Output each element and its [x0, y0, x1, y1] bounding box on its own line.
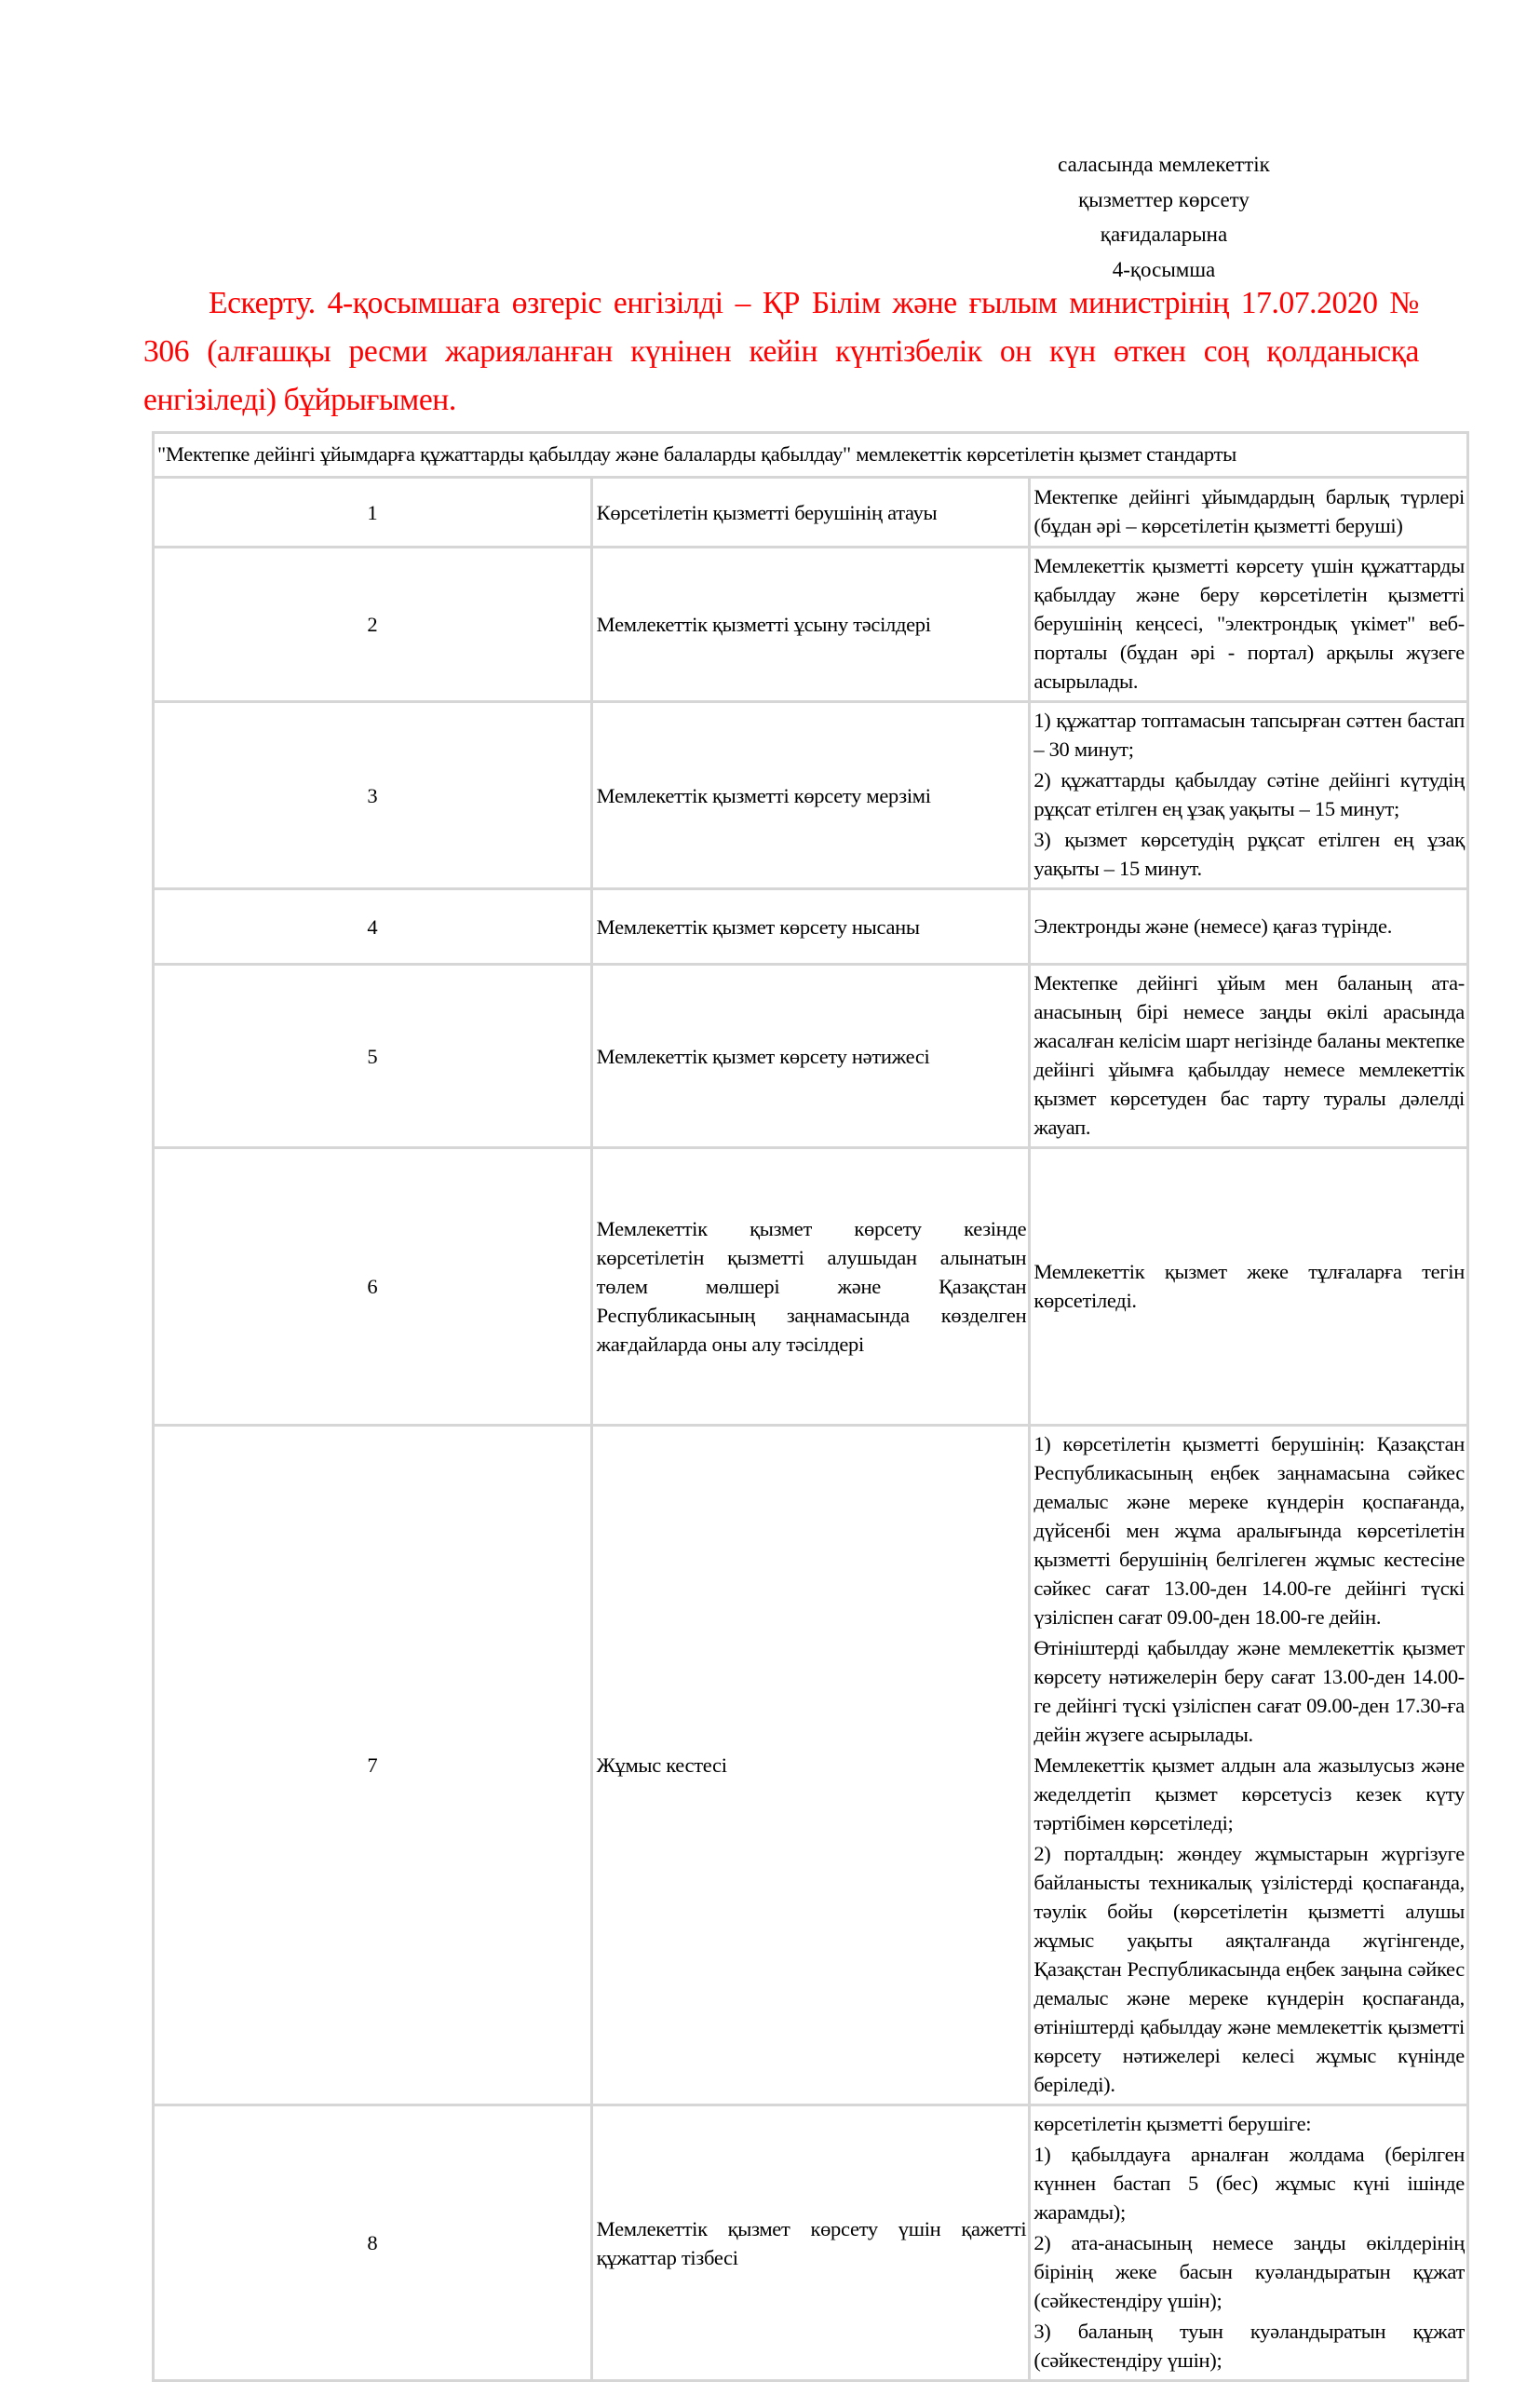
- value-paragraph: 3) баланың туын куәландыратын құжат (сәйкестендіру үшін);: [1033, 2320, 1465, 2372]
- row-value: [1030, 478, 1468, 548]
- appendix-line: қағидаларына: [1100, 223, 1228, 246]
- row-number: 2: [154, 548, 592, 702]
- row-number: 5: [154, 965, 592, 1148]
- value-paragraph: 1) құжаттар топтамасын тапсырған сәттен бастап – 30 минут;: [1033, 709, 1465, 761]
- row-label: Мемлекеттік қызмет көрсету нәтижесі: [591, 965, 1030, 1148]
- table-row: [154, 548, 1468, 702]
- appendix-header: [978, 147, 1350, 287]
- row-value: [1030, 965, 1468, 1148]
- value-paragraph: 1) көрсетілетін қызметті берушінің: Қазақстан Республикасының еңбек заңнамасына сәйкес демалыс және мереке күндерін қоспағанда, дүйсенбі мен жұма аралығында көрсетілетін қызметті берушінің белгілеген жұмыс кестесіне сәйкес сағат 13.00-ден 14.00-ге дейінгі түскі үзіліспен сағат 09.00-ден 18.00-ге дейін.: [1033, 1432, 1465, 1629]
- value-paragraph: Мектепке дейінгі ұйым мен баланың ата-анасының бірі немесе заңды өкілі арасында жасалған келісім шарт негізінде баланы мектепке дейінгі ұйымға қабылдау немесе мемлекеттік қызмет көрсетуден бас тарту туралы дәлелді жауап.: [1033, 971, 1465, 1139]
- value-paragraph: Мемлекеттік қызмет жеке тұлғаларға тегін көрсетіледі.: [1033, 1259, 1465, 1312]
- row-value: [1030, 1426, 1468, 2105]
- value-paragraph: Мемлекеттік қызмет алдын ала жазылусыз және жеделдетіп қызмет көрсетусіз кезек күту тәртібімен көрсетіледі;: [1033, 1753, 1465, 1834]
- row-value: [1030, 889, 1468, 965]
- row-number: 8: [154, 2105, 592, 2381]
- row-number: 1: [154, 478, 592, 548]
- value-paragraph: 2) порталдың: жөндеу жұмыстарын жүргізуге байланысты техникалық үзілістерді қоспағанда, тәулік бойы (көрсетілетін қызметті алушы жұмыс уақыты аяқталғанда жүгінгенде, Қазақстан Республикасында еңбек заңына сәйкес демалыс және мереке күндерін қоспағанда, өтініштерді қабылдау және мемлекеттік қызметті көрсету нәтижелері келесі жұмыс күнінде беріледі).: [1033, 1842, 1465, 2096]
- row-number: 7: [154, 1426, 592, 2105]
- row-value: [1030, 1148, 1468, 1426]
- row-value: [1030, 548, 1468, 702]
- table-row: [154, 2105, 1468, 2381]
- table-row: [154, 1426, 1468, 2105]
- table-row: [154, 702, 1468, 889]
- service-standard-table: [152, 431, 1469, 2382]
- value-paragraph: Мектепке дейінгі ұйымдардың барлық түрлері (бұдан әрі – көрсетілетін қызметті беруші): [1033, 485, 1465, 537]
- value-paragraph: Электронды және (немесе) қағаз түрінде.: [1033, 914, 1393, 938]
- row-label: Мемлекеттік қызмет көрсету үшін қажетті құжаттар тізбесі: [591, 2105, 1030, 2381]
- value-paragraph: Өтініштерді қабылдау және мемлекеттік қызмет көрсету нәтижелерін беру сағат 13.00-ден 14.00-ге дейінгі түскі үзіліспен сағат 09.00-ден 17.30-ға дейін жүзеге асырылады.: [1033, 1636, 1465, 1746]
- table-row: [154, 965, 1468, 1148]
- table-row: [154, 478, 1468, 548]
- table-title: "Мектепке дейінгі ұйымдарға құжаттарды қабылдау және балаларды қабылдау" мемлекеттік көрсетілетін қызмет стандарты: [154, 433, 1468, 478]
- row-label: Мемлекеттік қызметті ұсыну тәсілдері: [591, 548, 1030, 702]
- value-paragraph: 1) қабылдауға арналған жолдама (берілген күннен бастап 5 (бес) жұмыс күні ішінде жарамды);: [1033, 2143, 1465, 2224]
- row-number: 4: [154, 889, 592, 965]
- row-label: Мемлекеттік қызметті көрсету мерзімі: [591, 702, 1030, 889]
- value-paragraph: 2) ата-анасының немесе заңды өкілдерінің бірінің жеке басын куәландыратын құжат (сәйкестендіру үшін);: [1033, 2231, 1465, 2312]
- row-label: Жұмыс кестесі: [591, 1426, 1030, 2105]
- value-paragraph: 3) қызмет көрсетудің рұқсат етілген ең ұзақ уақыты – 15 минут.: [1033, 828, 1465, 880]
- appendix-number: 4-қосымша: [1112, 257, 1216, 281]
- appendix-line: саласында мемлекеттік: [1058, 153, 1270, 176]
- row-value: [1030, 702, 1468, 889]
- row-number: 3: [154, 702, 592, 889]
- table-title-row: [154, 433, 1468, 478]
- row-label: Мемлекеттік қызмет көрсету кезінде көрсетілетін қызметті алушыдан алынатын төлем мөлшері және Қазақстан Республикасының заңнамасында көзделген жағдайларда оны алу тәсілдері: [591, 1148, 1030, 1426]
- row-value: [1030, 2105, 1468, 2381]
- table-row: [154, 889, 1468, 965]
- row-label: Көрсетілетін қызметті берушінің атауы: [591, 478, 1030, 548]
- table-row: [154, 1148, 1468, 1426]
- row-number: 6: [154, 1148, 592, 1426]
- value-paragraph: көрсетілетін қызметті берушіге:: [1033, 2112, 1312, 2135]
- value-paragraph: Мемлекеттік қызметті көрсету үшін құжаттарды қабылдау және беру көрсетілетін қызметті берушінің кеңсесі, "электрондық үкімет" веб-порталы (бұдан әрі - портал) арқылы жүзеге асырылады.: [1033, 554, 1465, 693]
- appendix-line: қызметтер көрсету: [1078, 187, 1250, 211]
- row-label: Мемлекеттік қызмет көрсету нысаны: [591, 889, 1030, 965]
- amendment-note: Ескерту. 4-қосымшаға өзгеріс енгізілді – ҚР Білім және ғылым министрінің 17.07.2020 № 306 (алғашқы ресми жарияланған күнінен кейін күнтізбелік он күн өткен соң қолданысқа енгізіледі) бұйрығымен.: [143, 286, 1419, 417]
- value-paragraph: 2) құжаттарды қабылдау сәтіне дейінгі күтудің рұқсат етілген ең ұзақ уақыты – 15 минут;: [1033, 768, 1465, 820]
